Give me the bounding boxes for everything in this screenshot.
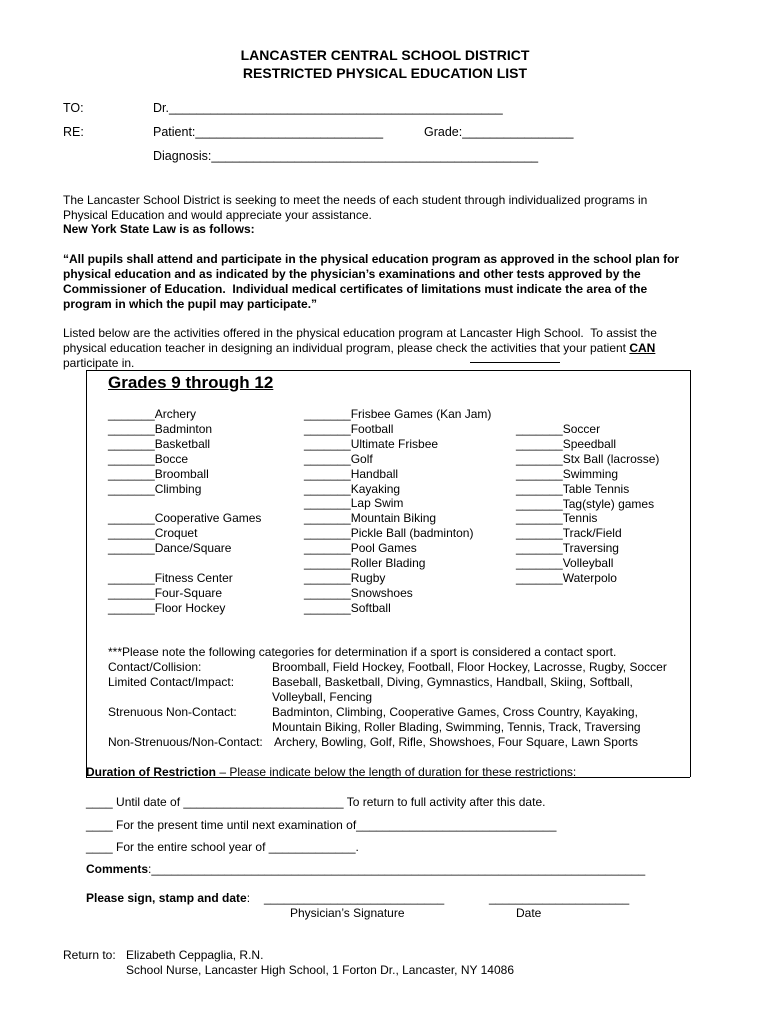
signature-colon: : [246,891,251,905]
doctor-field[interactable]: Dr.________________________________________________ [153,101,503,115]
activity-item[interactable]: _______Volleyball [516,556,614,571]
activities-column-2 [304,407,491,616]
activity-item[interactable]: _______Tag(style) games [516,496,655,511]
activity-item[interactable]: _______Pool Games [304,541,417,556]
activity-item[interactable]: _______Football [304,421,394,436]
activities-instructions [63,311,657,371]
strenuous-value-2: Mountain Biking, Roller Blading, Swimming, Tennis, Track, Traversing [272,720,641,734]
activity-item [108,556,261,571]
strenuous-value-1: Badminton, Climbing, Cooperative Games, Cross Country, Kayaking, [272,705,638,719]
activity-item[interactable]: _______Ultimate Frisbee [304,436,439,451]
activity-item[interactable]: _______Waterpolo [516,571,617,586]
activity-item[interactable]: _______Table Tennis [516,481,630,496]
re-label: RE: [63,125,84,139]
activities-column-3 [516,422,659,586]
physician-signature-caption: Physician’s Signature [290,906,405,920]
date-line[interactable]: _____________________ [489,891,630,905]
activity-item[interactable]: _______Golf [304,451,373,466]
signature-prompt [86,891,250,905]
diagnosis-field[interactable]: Diagnosis:_______________________________________________ [153,149,539,163]
activity-item[interactable]: _______Pickle Ball (badminton) [304,526,474,541]
duration-section [86,765,576,779]
activity-item[interactable]: _______Softball [304,600,391,615]
law-line-3: Commissioner of Education. Individual medical certificates of limitations must indicate the area of the [63,282,648,296]
activity-item[interactable]: _______Frisbee Games (Kan Jam) [304,407,492,421]
document-title-line-2: RESTRICTED PHYSICAL EDUCATION LIST [242,65,528,81]
date-caption: Date [516,906,542,920]
activity-item[interactable]: _______Handball [304,466,399,481]
document-title-line-1: LANCASTER CENTRAL SCHOOL DISTRICT [240,47,530,63]
contact-note: ***Please note the following categories for determination if a sport is considered a contact sport. [108,645,617,659]
strenuous-label: Strenuous Non-Contact: [108,705,237,719]
activity-item[interactable]: _______Track/Field [516,526,622,541]
activity-item[interactable]: _______Soccer [516,422,601,436]
limited-contact-label: Limited Contact/Impact: [108,675,235,689]
activity-item[interactable]: _______Snowshoes [304,585,413,600]
duration-heading: Duration of Restriction [86,765,217,779]
grades-heading: Grades 9 through 12 [108,373,274,392]
activity-item[interactable]: _______Climbing [108,481,202,496]
duration-option-until-date[interactable]: ____ Until date of ________________________ To return to full activity after this date. [86,795,546,809]
activity-item[interactable]: _______Croquet [108,526,198,541]
grade-field[interactable]: Grade:________________ [424,125,574,139]
intro-line-1: The Lancaster School District is seeking to meet the needs of each student through individualized programs in [63,193,648,207]
law-quote [63,237,679,312]
activity-item[interactable]: _______Stx Ball (lacrosse) [516,451,660,466]
activity-item[interactable]: _______Kayaking [304,481,401,496]
listed-line-1: Listed below are the activities offered in the physical education program at Lancaster High School. To assist the [63,326,657,340]
law-line-1: “All pupils shall attend and participate in the physical education program as approved in the school plan for [63,252,680,266]
comments-row[interactable] [86,862,645,876]
activity-item[interactable]: _______Speedball [516,436,617,451]
to-label: TO: [63,101,84,115]
activity-item[interactable]: _______Badminton [108,421,213,436]
duration-option-school-year[interactable]: ____ For the entire school year of _____________. [86,840,359,854]
activity-item[interactable]: _______Swimming [516,466,619,481]
activity-item[interactable]: _______Archery [108,407,197,421]
non-strenuous-value: Archery, Bowling, Golf, Rifle, Showshoes, Four Square, Lawn Sports [274,735,638,749]
intro-line-2: Physical Education and would appreciate your assistance. [63,208,372,222]
contact-collision-value: Broomball, Field Hockey, Football, Floor Hockey, Lacrosse, Rugby, Soccer [272,660,667,674]
activity-item[interactable]: _______Floor Hockey [108,600,226,615]
return-to-label: Return to: [63,948,116,962]
activity-item[interactable]: _______Rugby [304,570,386,585]
duration-option-next-exam[interactable]: ____ For the present time until next examination of______________________________ [86,818,557,832]
activity-item[interactable]: _______Roller Blading [304,556,426,571]
law-line-4: program in which the pupil may participate.” [63,297,318,311]
duration-instruction: – Please indicate below the length of duration for these restrictions: [216,765,577,779]
limited-contact-value-1: Baseball, Basketball, Diving, Gymnastics, Handball, Skiing, Softball, [272,675,633,689]
contact-collision-label: Contact/Collision: [108,660,202,674]
comments-line[interactable]: :__________________________________________________________________________ [148,862,646,876]
signature-label: Please sign, stamp and date [86,891,247,905]
activity-item[interactable]: _______Lap Swim [304,496,404,511]
activity-item[interactable]: _______Dance/Square [108,541,232,556]
activity-item[interactable]: _______Fitness Center [108,570,233,585]
activity-item[interactable]: _______Basketball [108,436,211,451]
listed-line-2: physical education teacher in designing an individual program, please check the activities that your patient [63,341,630,355]
non-strenuous-label: Non-Strenuous/Non-Contact: [108,735,263,749]
limited-contact-value-2: Volleyball, Fencing [272,690,373,704]
activity-item[interactable]: _______Broomball [108,466,209,481]
listed-line-3: participate in. [63,356,135,370]
activity-item[interactable]: _______Bocce [108,451,189,466]
can-emphasis: CAN [629,341,656,355]
return-to-name: Elizabeth Ceppaglia, R.N. [126,948,264,962]
return-to-address: School Nurse, Lancaster High School, 1 Forton Dr., Lancaster, NY 14086 [126,963,514,977]
law-line-2: physical education and as indicated by the physician’s examinations and other tests approved by the [63,267,641,281]
activity-item[interactable]: _______Mountain Biking [304,511,437,526]
activity-item[interactable]: _______Cooperative Games [108,511,262,526]
law-heading: New York State Law is as follows: [63,222,255,236]
activity-item [108,496,261,511]
box-top-accent-line [470,362,560,363]
physician-signature-line[interactable]: ___________________________ [264,891,445,905]
activities-column-1 [108,407,261,616]
activity-item[interactable]: _______Tennis [516,511,598,526]
intro-paragraph [63,178,647,223]
patient-field[interactable]: Patient:___________________________ [153,125,384,139]
activity-item[interactable]: _______Four-Square [108,585,223,600]
comments-label: Comments [86,862,149,876]
activity-item[interactable]: _______Traversing [516,541,619,556]
